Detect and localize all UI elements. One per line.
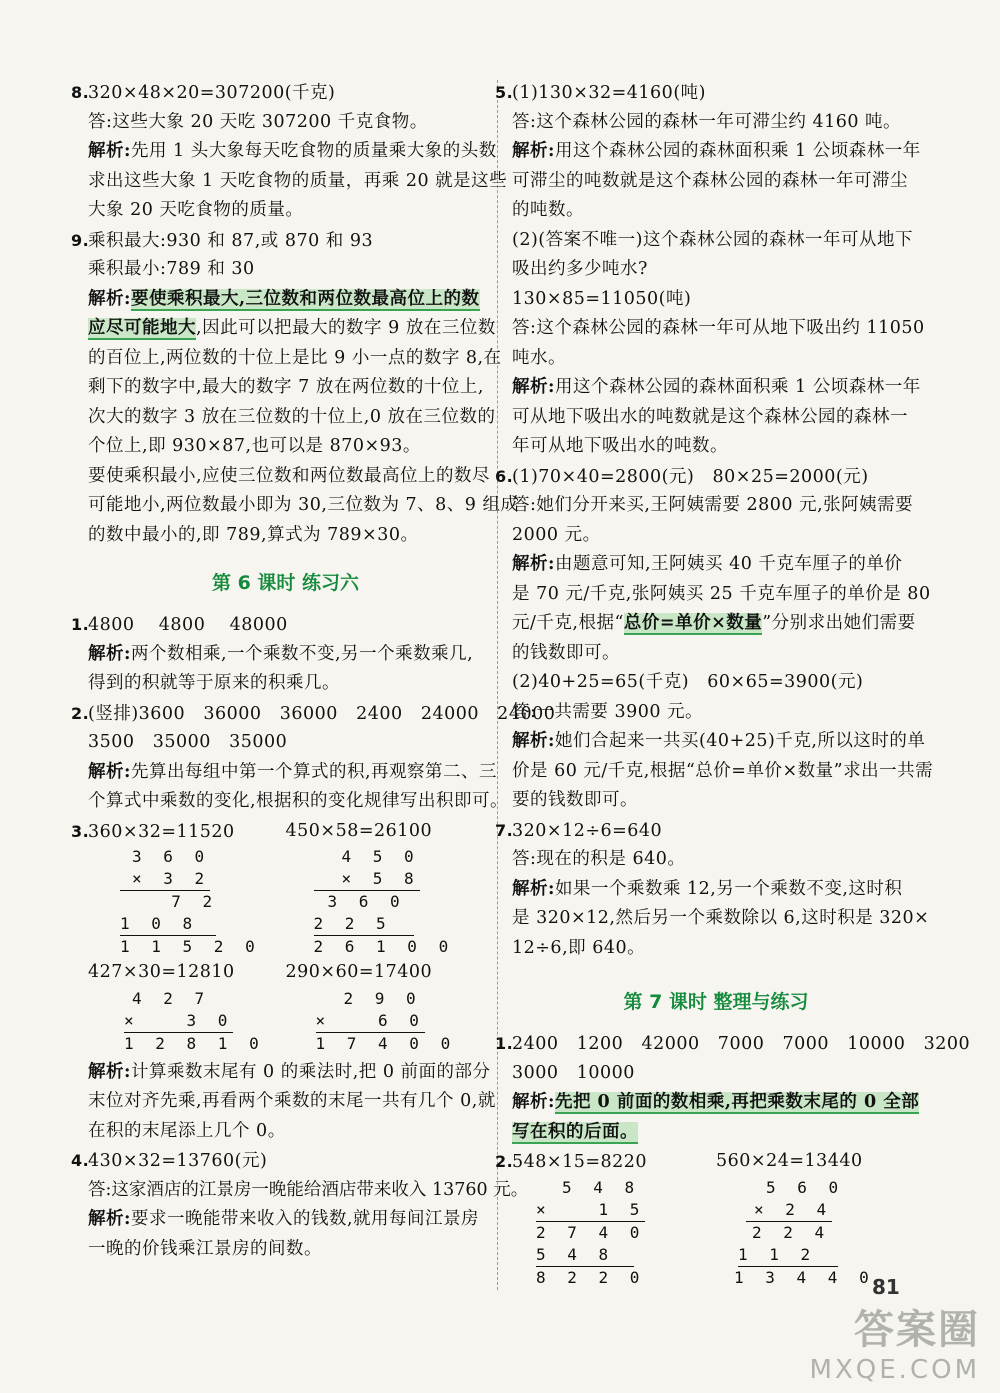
analysis-text: 次大的数字 3 放在三位数的十位上,0 放在三位数的 (88, 406, 496, 427)
analysis-text: 要使乘积最小,应使三位数和两位数最高位上的数尽 (88, 465, 491, 486)
exercise-4 (71, 1146, 529, 1264)
analysis-text: 末位对齐先乘,再看两个乘数的末尾一共有几个 0,就 (88, 1091, 496, 1111)
analysis-label: 解析: (512, 554, 555, 574)
exercise-1 (71, 610, 483, 699)
equation: 430×32=13760(元) (88, 1151, 268, 1171)
equation: 450×58=26100 (285, 820, 433, 841)
section-heading-lesson-7: 第 7 课时 整理与练习 (623, 991, 809, 1013)
analysis-label: 解析: (88, 761, 131, 782)
highlighted-text: 总价=单价×数量 (623, 613, 763, 633)
calc-line: 1 0 8 (120, 913, 216, 936)
equation: (1)70×40=2800(元) 80×25=2000(元) (512, 466, 869, 487)
exercise-2 (71, 699, 556, 817)
analysis-text: 先用 1 头大象每天吃食物的质量乘大象的头数 (130, 141, 497, 161)
calc-line: × 3 2 (120, 868, 210, 891)
answer: 答:一共需要 3900 元。 (512, 701, 704, 722)
analysis-label: 解析: (512, 878, 555, 899)
calc-line: 2 9 0 (343, 988, 422, 1008)
calc-line: 2 6 1 0 0 (313, 937, 455, 956)
problem-5 (495, 78, 925, 462)
equation: 130×85=11050(吨) (512, 288, 692, 309)
analysis-text: 年可从地下吸出水的吨数。 (512, 436, 728, 456)
analysis-text: 的百位上,两位数的十位上是比 9 小一点的数字 8,在 (88, 347, 502, 368)
analysis-text: 价是 60 元/千克,根据“总价=单价×数量”求出一共需 (512, 760, 934, 781)
problem-number: 8. (71, 83, 90, 102)
highlighted-text: 先把 0 前面的数相乘,再把乘数末尾的 0 全部 (554, 1092, 920, 1112)
equation: (2)40+25=65(千克) 60×65=3900(元) (512, 672, 864, 692)
problem-number: 2. (495, 1152, 514, 1171)
calc-line: × 3 0 (124, 1010, 233, 1033)
analysis-text: 个算式中乘数的变化,根据积的变化规律写出积即可。 (88, 791, 509, 811)
analysis-text: ,因此可以把最大的数字 9 放在三位数 (196, 318, 496, 338)
analysis-text: 由题意可知,王阿姨买 40 千克车厘子的单价 (554, 554, 903, 574)
analysis-text: 求出这些大象 1 天吃食物的质量，再乘 20 就是这些 (88, 170, 508, 191)
watermark (810, 1298, 980, 1385)
analysis-label: 解析: (88, 288, 131, 309)
analysis-text: 她们合起来一共买(40+25)千克,所以这时的单 (554, 731, 926, 751)
analysis-text: 两个数相乘,一个乘数不变,另一个乘数乘几, (130, 643, 474, 664)
answer: 吨水。 (512, 347, 566, 368)
analysis-text: 可能地小,两位数最小即为 30,三位数为 7、8、9 组成 (88, 495, 519, 515)
analysis-text: 一晚的价钱乘江景房的间数。 (88, 1238, 322, 1259)
analysis-text: 如果一个乘数乘 12,另一个乘数不变,这时积 (554, 878, 903, 899)
answer-max: 乘积最大:930 和 87,或 870 和 93 (88, 230, 374, 251)
problem-number: 1. (495, 1034, 514, 1053)
problem-number: 1. (71, 615, 90, 634)
analysis-text: ”分别求出她们需要 (762, 613, 916, 633)
calc-line: 1 7 4 0 0 (315, 1033, 457, 1053)
problem-6 (495, 462, 934, 816)
equation: 290×60=17400 (285, 962, 433, 982)
vertical-calculation (290, 846, 484, 954)
equation: 320×12÷6=640 (512, 820, 663, 841)
watermark-logo-text: 答案圈 (854, 1307, 980, 1353)
calc-line: × 5 8 (314, 868, 420, 891)
answer: 2000 元。 (512, 524, 601, 545)
calc-line: 2 2 5 (314, 913, 414, 936)
calc-line: 4 2 7 (132, 988, 211, 1008)
calc-line: 1 3 4 4 0 (734, 1267, 875, 1287)
review-1 (495, 1029, 971, 1147)
analysis-text: 可滞尘的吨数就是这个森林公园的森林一年可滞尘 (512, 170, 908, 191)
answer: 答:这个森林公园的森林一年可从地下吸出约 11050 (512, 318, 925, 338)
analysis-text: 的吨数。 (512, 200, 584, 220)
analysis-label: 解析: (88, 141, 131, 161)
answer: (竖排)3600 36000 36000 2400 24000 24000 (88, 703, 556, 724)
analysis-text: 的钱数即可。 (512, 642, 620, 663)
analysis-label: 解析: (512, 141, 555, 161)
calc-line: 8 2 2 0 (536, 1267, 646, 1287)
analysis-text: 用这个森林公园的森林面积乘 1 公顷森林一年 (554, 141, 921, 161)
equation: 560×24=13440 (716, 1151, 863, 1171)
problem-9 (71, 226, 519, 551)
calc-line: 5 4 8 (562, 1177, 641, 1197)
problem-8 (71, 78, 508, 226)
calc-line: 1 1 2 (738, 1244, 838, 1267)
analysis-text: 要的钱数即可。 (512, 790, 638, 810)
equation: 360×32=11520 (88, 821, 235, 842)
calc-line: 1 2 8 1 0 (124, 1033, 265, 1053)
analysis-text: 的数中最小的,即 789,算式为 789×30。 (88, 524, 419, 545)
equation: 548×15=8220 (512, 1152, 648, 1172)
calc-line: 7 2 (140, 892, 219, 911)
problem-number: 4. (71, 1151, 90, 1170)
answer: 答:现在的积是 640。 (512, 849, 686, 869)
answer: 3000 10000 (512, 1062, 635, 1083)
analysis-label: 解析: (88, 1209, 131, 1229)
analysis-text: 是 70 元/千克,张阿姨买 25 千克车厘子的单价是 80 (512, 583, 931, 604)
analysis-text: 可从地下吸出水的吨数就是这个森林公园的森林一 (512, 406, 908, 427)
analysis-text: 剩下的数字中,最大的数字 7 放在两位数的十位上, (88, 377, 484, 397)
analysis-label: 解析: (88, 1061, 131, 1082)
answer: 答:她们分开来买,王阿姨需要 2800 元,张阿姨需要 (512, 495, 914, 515)
vertical-calculation (88, 988, 292, 1054)
problem-number: 5. (495, 83, 514, 102)
answer: 答:这家酒店的江景房一晚能给酒店带来收入 13760 元。 (88, 1179, 529, 1200)
calc-line: × 6 0 (316, 1010, 425, 1033)
equation: 320×48×20=307200(千克) (88, 83, 336, 103)
analysis-text: 用这个森林公园的森林面积乘 1 公顷森林一年 (554, 377, 921, 397)
analysis-text: 12÷6,即 640。 (512, 937, 646, 958)
answer-min: 乘积最小:789 和 30 (88, 259, 255, 279)
answer: 2400 1200 42000 7000 7000 10000 3200 (512, 1034, 971, 1054)
vertical-calculation (292, 988, 484, 1054)
problem-number: 9. (71, 230, 90, 250)
highlighted-text: 要使乘积最大,三位数和两位数最高位上的数 (130, 288, 480, 309)
calc-line: 2 2 4 (752, 1222, 831, 1242)
calc-line: 5 6 0 (766, 1177, 845, 1197)
calc-line: 2 7 4 0 (536, 1222, 646, 1242)
analysis-label: 解析: (512, 731, 555, 751)
answer: 4800 4800 48000 (88, 615, 288, 635)
column-divider (497, 80, 498, 1290)
highlighted-text: 写在积的后面。 (512, 1121, 638, 1142)
vertical-calculation (512, 1177, 722, 1287)
page-number: 81 (872, 1275, 900, 1299)
analysis-text: 得到的积就等于原来的积乘几。 (88, 673, 340, 693)
analysis-text: 计算乘数末尾有 0 的乘法时,把 0 前面的部分 (130, 1061, 491, 1082)
calc-line: 1 1 5 2 0 (120, 937, 261, 956)
analysis-text: 大象 20 天吃食物的质量。 (88, 200, 304, 220)
answer: 答:这些大象 20 天吃 307200 千克食物。 (88, 111, 428, 132)
analysis-text: 要求一晚能带来收入的钱数,就用每间江景房 (130, 1209, 480, 1229)
analysis-text: 是 320×12,然后另一个乘数除以 6,这时积是 320× (512, 908, 930, 928)
vertical-calculation (722, 1177, 920, 1287)
highlighted-text: 应尽可能地大 (88, 318, 196, 338)
calc-line: 3 6 0 (327, 892, 406, 911)
problem-number: 7. (495, 820, 514, 840)
review-2 (495, 1147, 920, 1287)
watermark-url: MXQE.COM (809, 1355, 980, 1385)
right-column (495, 78, 971, 1287)
analysis-label: 解析: (512, 377, 555, 397)
analysis-text: 在积的末尾添上几个 0。 (88, 1120, 286, 1141)
question-text: 吸出约多少吨水? (512, 259, 648, 279)
vertical-calculation (88, 846, 290, 954)
calc-line: 3 6 0 (132, 847, 211, 866)
answer: 答:这个森林公园的森林一年可滞尘约 4160 吨。 (512, 111, 902, 132)
calc-line: × 2 4 (746, 1199, 832, 1222)
problem-number: 3. (71, 821, 90, 841)
analysis-text: 个位上,即 930×87,也可以是 870×93。 (88, 436, 421, 456)
calc-line: × 1 5 (536, 1199, 645, 1222)
calc-line: 5 4 8 (536, 1244, 634, 1267)
answer: 3500 35000 35000 (88, 732, 288, 752)
problem-number: 2. (71, 703, 90, 723)
question-text: (2)(答案不唯一)这个森林公园的森林一年可从地下 (512, 229, 913, 250)
exercise-3 (71, 817, 496, 1147)
analysis-label: 解析: (88, 643, 131, 664)
calc-line: 4 5 0 (341, 847, 420, 866)
analysis-text: 元/千克,根据“ (512, 613, 624, 633)
problem-number: 6. (495, 466, 514, 486)
analysis-label: 解析: (512, 1092, 555, 1112)
equation: 427×30=12810 (88, 962, 235, 982)
section-heading-lesson-6: 第 6 课时 练习六 (211, 572, 360, 594)
problem-7 (495, 816, 930, 964)
equation: (1)130×32=4160(吨) (512, 83, 706, 103)
analysis-text: 先算出每组中第一个算式的积,再观察第二、三 (130, 761, 498, 782)
